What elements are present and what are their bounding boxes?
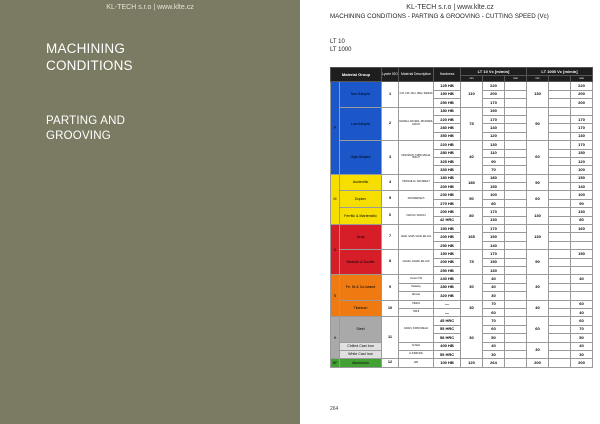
hardness-cell: 125 HB (434, 82, 461, 90)
iso-9: 9 (382, 275, 399, 300)
lt1000-max-cell: 200 (571, 99, 593, 107)
desc-11a: 100Cr6, X155CrVMo12 (399, 317, 434, 342)
group-steel: Steel (340, 317, 382, 342)
lt10-cell: 40 (483, 283, 505, 291)
group-letter-k: K (331, 225, 340, 275)
group-duplex: Duplex (340, 191, 382, 208)
lt1000-max-cell: 120 (571, 157, 593, 165)
iso-3: 3 (382, 141, 399, 175)
lt10-cell: 170 (483, 115, 505, 123)
lt1000-max-cell: 40 (571, 275, 593, 283)
lt1000-cell (549, 350, 571, 358)
lt10-max-cell (505, 90, 527, 98)
table-row (331, 225, 593, 233)
lt10-max-cell (505, 283, 527, 291)
lt10-cell: 130 (483, 216, 505, 224)
lt10-cell: 140 (483, 241, 505, 249)
lt1000-max-cell: 40 (571, 342, 593, 350)
lt1000-cell (549, 90, 571, 98)
table-row (331, 174, 593, 182)
lt1000-cell (549, 82, 571, 90)
desc-10b: Ti99.8 (399, 308, 434, 316)
lt1000-cell (549, 107, 571, 115)
lt10-cell: 170 (483, 99, 505, 107)
lt1000-cell (549, 132, 571, 140)
lt1000-cell (549, 292, 571, 300)
lt10-max-cell (505, 225, 527, 233)
group-high-alloyed: High Alloyed (340, 141, 382, 175)
lt1000-max-cell: 170 (571, 115, 593, 123)
grade-list (330, 38, 351, 54)
header-lt10: LT 10 Vc [m/min] (461, 68, 527, 76)
lt1000-max-cell: 60 (571, 300, 593, 308)
lt1000-min-cell: 30 (527, 275, 549, 300)
lt10-min-cell: 30 (461, 317, 483, 359)
lt1000-cell (549, 191, 571, 199)
header-material-group: Material Group (331, 68, 382, 82)
page-number: 264 (330, 406, 339, 412)
lt1000-max-cell: 220 (571, 82, 593, 90)
lt10-min-cell: 80 (461, 208, 483, 225)
group-white: White Cast Iron (340, 350, 382, 358)
iso-8: 8 (382, 250, 399, 275)
lt1000-max-cell (571, 283, 593, 291)
lt1000-cell (549, 157, 571, 165)
group-gray: Gray (340, 225, 382, 250)
group-chilled: Chilled Cast Iron (340, 342, 382, 350)
hardness-cell: 280 HB (434, 124, 461, 132)
lt1000-max-cell (571, 258, 593, 266)
hardness-cell: 200 HB (434, 258, 461, 266)
lt1000-max-cell: 150 (571, 149, 593, 157)
lt10-max-cell (505, 300, 527, 308)
brand-header-left: KL-TECH s.r.o | www.klte.cz (106, 4, 194, 11)
lt1000-cell (549, 266, 571, 274)
desc-5: X2CrNiMoN22-5 (399, 191, 434, 208)
lt1000-max-cell (571, 241, 593, 249)
table-row (331, 208, 593, 216)
desc-7: GG20, GG25, GG30, EN-GJL (399, 225, 434, 250)
lt1000-cell (549, 208, 571, 216)
lt10-cell: 130 (483, 141, 505, 149)
group-letter-nf: NF (331, 359, 340, 367)
lt1000-max-cell: 40 (571, 308, 593, 316)
page-title: MACHINING CONDITIONS - PARTING & GROOVING - CUTTING SPEED (Vc) (330, 13, 549, 20)
group-fe-ni-co: Fe, Ni & Co-based (340, 275, 382, 300)
lt10-max-cell (505, 149, 527, 157)
lt1000-min-cell: 60 (527, 191, 549, 208)
hardness-cell: 220 HB (434, 141, 461, 149)
lt10-min-cell: 75 (461, 250, 483, 275)
lt1000-max-cell (571, 107, 593, 115)
group-austenitic: Austenitic (340, 174, 382, 191)
lt1000-max-cell: 150 (571, 174, 593, 182)
iso-1: 1 (382, 82, 399, 107)
lt1000-min-cell: 130 (527, 225, 549, 250)
lt10-max-cell (505, 82, 527, 90)
lt10-cell: 130 (483, 266, 505, 274)
hardness-cell: 220 HB (434, 115, 461, 123)
group-non-alloyed: Non Alloyed (340, 82, 382, 107)
lt1000-cell (549, 308, 571, 316)
lt10-max-cell (505, 208, 527, 216)
lt1000-min-cell: 130 (527, 208, 549, 225)
lt1000-min-cell: 60 (527, 141, 549, 175)
hardness-cell: 42 HRC (434, 216, 461, 224)
lt1000-max-cell: 70 (571, 325, 593, 333)
hardness-cell: — (434, 308, 461, 316)
table-row (331, 250, 593, 258)
header-hardness: Hardness (434, 68, 461, 82)
lt10-min-cell: 180 (461, 174, 483, 191)
title-line-1: MACHINING (46, 41, 126, 56)
table-row (331, 141, 593, 149)
lt1000-cell (549, 99, 571, 107)
lt1000-min-cell: 30 (527, 342, 549, 359)
grade-lt10: LT 10 (330, 39, 345, 45)
desc-9c: Nimonic (399, 292, 434, 300)
lt1000-max-cell: 130 (571, 208, 593, 216)
lt10-max-cell (505, 250, 527, 258)
lt10-cell: 90 (483, 157, 505, 165)
lt10-min-cell: 165 (461, 225, 483, 250)
lt1000-cell (549, 225, 571, 233)
desc-6: X12Cr13, X20Cr13 (399, 208, 434, 225)
header-lt10-min: min (461, 76, 483, 82)
lt1000-max-cell: 90 (571, 199, 593, 207)
lt1000-max-cell: 170 (571, 124, 593, 132)
group-nodular: Nodular & Ductile (340, 250, 382, 275)
lt1000-min-cell: 60 (527, 317, 549, 342)
lt1000-cell (549, 300, 571, 308)
lt1000-max-cell: 160 (571, 225, 593, 233)
hardness-cell: 280 HB (434, 283, 461, 291)
lt10-max-cell (505, 308, 527, 316)
lt10-cell: 220 (483, 82, 505, 90)
table-header-row (331, 68, 593, 76)
lt1000-cell (549, 149, 571, 157)
lt1000-cell (549, 183, 571, 191)
table-row (331, 82, 593, 90)
section-title (46, 40, 133, 74)
lt1000-max-cell: 60 (571, 317, 593, 325)
iso-12: 12 (382, 359, 399, 367)
hardness-cell: 55 HRC (434, 350, 461, 358)
hardness-cell: 190 HB (434, 90, 461, 98)
lt10-cell: 150 (483, 183, 505, 191)
hardness-cell: 250 HB (434, 241, 461, 249)
hardness-cell: 100 HB (434, 359, 461, 367)
lt1000-max-cell (571, 266, 593, 274)
lt10-cell: 100 (483, 191, 505, 199)
lt10-cell: 80 (483, 199, 505, 207)
lt1000-min-cell: 90 (527, 107, 549, 141)
lt1000-cell (549, 283, 571, 291)
hardness-cell: 200 HB (434, 233, 461, 241)
lt1000-max-cell (571, 292, 593, 300)
lt1000-cell (549, 233, 571, 241)
hardness-cell: 350 HB (434, 132, 461, 140)
desc-1: C15, C45, 42Cr, 16Mn, 9SMn28 (399, 82, 434, 107)
lt1000-max-cell: 100 (571, 191, 593, 199)
lt10-max-cell (505, 233, 527, 241)
group-letter-m: M (331, 174, 340, 224)
lt10-min-cell: 50 (461, 191, 483, 208)
lt10-max-cell (505, 124, 527, 132)
group-letter-p: P (331, 82, 340, 174)
lt1000-max-cell: 100 (571, 166, 593, 174)
hardness-cell: 280 HB (434, 149, 461, 157)
lt1000-min-cell: 90 (527, 250, 549, 275)
lt10-cell: 140 (483, 124, 505, 132)
table-row (331, 359, 593, 367)
lt1000-cell (549, 124, 571, 132)
table-row (331, 107, 593, 115)
lt1000-min-cell: 40 (527, 300, 549, 317)
lt1000-max-cell: 140 (571, 183, 593, 191)
lt10-max-cell (505, 334, 527, 342)
iso-2: 2 (382, 107, 399, 141)
table-row (331, 275, 593, 283)
lt1000-min-cell: 200 (527, 359, 549, 367)
lt1000-cell (549, 250, 571, 258)
lt10-cell: 180 (483, 174, 505, 182)
hardness-cell: 58 HRC (434, 334, 461, 342)
lt1000-max-cell: 30 (571, 350, 593, 358)
lt10-cell: 190 (483, 107, 505, 115)
lt10-max-cell (505, 342, 527, 350)
lt10-cell: 170 (483, 208, 505, 216)
desc-8: GGG40, GGG60, EN-GJS (399, 250, 434, 275)
lt10-cell: 170 (483, 250, 505, 258)
lt10-max-cell (505, 241, 527, 249)
lt10-cell: 110 (483, 149, 505, 157)
lt10-cell: 150 (483, 258, 505, 266)
hardness-cell: 55 HRC (434, 325, 461, 333)
hardness-cell: 270 HB (434, 199, 461, 207)
group-titanium: Titanium (340, 300, 382, 317)
lt1000-max-cell (571, 233, 593, 241)
desc-10a: Ti6Al4V (399, 300, 434, 308)
table-row (331, 191, 593, 199)
lt1000-cell (549, 166, 571, 174)
lt10-cell: 60 (483, 325, 505, 333)
desc-11b: Ni-Hard (399, 342, 434, 350)
iso-4: 4 (382, 174, 399, 191)
hardness-cell: 200 HB (434, 208, 461, 216)
lt1000-cell (549, 359, 571, 367)
desc-9a: Inconel 718 (399, 275, 434, 283)
hardness-cell: 180 HB (434, 174, 461, 182)
group-aluminium: Aluminium (340, 359, 382, 367)
lt10-min-cell: 75 (461, 107, 483, 141)
lt1000-cell (549, 241, 571, 249)
lt1000-max-cell: 130 (571, 132, 593, 140)
hardness-cell: 230 HB (434, 191, 461, 199)
lt10-max-cell (505, 317, 527, 325)
header-lt1000-min: min (527, 76, 549, 82)
lt10-min-cell: 110 (461, 82, 483, 107)
lt10-max-cell (505, 191, 527, 199)
lt1000-cell (549, 342, 571, 350)
lt10-max-cell (505, 115, 527, 123)
lt10-max-cell (505, 107, 527, 115)
header-lt1000: LT 1000 Vc [m/min] (527, 68, 593, 76)
header-iso: Lycée ISO (382, 68, 399, 82)
lt10-cell: 264 (483, 359, 505, 367)
table-page (300, 0, 600, 424)
lt10-cell: 70 (483, 300, 505, 308)
iso-10: 10 (382, 300, 399, 317)
lt10-cell: 170 (483, 225, 505, 233)
lt10-max-cell (505, 258, 527, 266)
lt10-min-cell: 120 (461, 359, 483, 367)
hardness-cell: 325 HB (434, 157, 461, 165)
section-subtitle (46, 114, 125, 144)
lt10-max-cell (505, 166, 527, 174)
lt1000-cell (549, 325, 571, 333)
lt1000-cell (549, 275, 571, 283)
lt1000-cell (549, 199, 571, 207)
lt1000-max-cell: 50 (571, 334, 593, 342)
header-lt1000-max: max (571, 76, 593, 82)
lt1000-cell (549, 115, 571, 123)
lt1000-max-cell: 200 (571, 90, 593, 98)
lt10-max-cell (505, 292, 527, 300)
subtitle-line-1: PARTING AND (46, 115, 126, 127)
iso-6: 6 (382, 208, 399, 225)
hardness-cell: 320 HB (434, 292, 461, 300)
lt10-min-cell: 30 (461, 275, 483, 300)
hardness-cell: 150 HB (434, 225, 461, 233)
group-ferritic: Ferritic & Martensitic (340, 208, 382, 225)
iso-5: 5 (382, 191, 399, 208)
desc-12: AlSi (399, 359, 434, 367)
lt10-max-cell (505, 275, 527, 283)
lt1000-cell (549, 317, 571, 325)
lt10-cell: 200 (483, 90, 505, 98)
lt10-cell: 30 (483, 292, 505, 300)
lt10-max-cell (505, 183, 527, 191)
desc-3: X40CrMoV5, X155CrVMo12, X6Cr17 (399, 141, 434, 175)
lt10-cell: 150 (483, 233, 505, 241)
hardness-cell: 250 HB (434, 266, 461, 274)
lt1000-cell (549, 334, 571, 342)
header-lt10-max: max (505, 76, 527, 82)
lt10-cell: 70 (483, 317, 505, 325)
lt1000-min-cell: 90 (527, 174, 549, 191)
lt10-cell: 120 (483, 132, 505, 140)
hardness-cell: 250 HB (434, 99, 461, 107)
lt10-max-cell (505, 174, 527, 182)
title-line-2: CONDITIONS (46, 58, 133, 73)
lt10-max-cell (505, 325, 527, 333)
desc-4: X5CrNi18-10, X2CrNiMo17 (399, 174, 434, 191)
lt10-min-cell: 30 (461, 300, 483, 317)
grade-lt1000: LT 1000 (330, 47, 352, 53)
lt10-max-cell (505, 216, 527, 224)
lt10-max-cell (505, 141, 527, 149)
lt10-cell: 40 (483, 342, 505, 350)
iso-11: 11 (382, 317, 399, 359)
hardness-cell: 330 HB (434, 166, 461, 174)
lt10-cell: 30 (483, 350, 505, 358)
hardness-cell: 180 HB (434, 107, 461, 115)
lt10-max-cell (505, 350, 527, 358)
lt10-max-cell (505, 157, 527, 165)
lt10-max-cell (505, 266, 527, 274)
table-row (331, 317, 593, 325)
subtitle-line-2: GROOVING (46, 130, 111, 142)
desc-2: 34CrMo4, 42CrMo4, 30CrNiMo8, 100Cr6 (399, 107, 434, 141)
group-low-alloyed: Low Alloyed (340, 107, 382, 141)
lt1000-cell (549, 141, 571, 149)
hardness-cell: 240 HB (434, 275, 461, 283)
lt1000-max-cell: 200 (571, 359, 593, 367)
group-letter-h: H (331, 317, 340, 359)
lt10-max-cell (505, 359, 527, 367)
lt10-min-cell: 40 (461, 141, 483, 175)
desc-11c: G-X300CrMo (399, 350, 434, 358)
lt10-cell: 40 (483, 275, 505, 283)
hardness-cell: 400 HB (434, 342, 461, 350)
lt1000-cell (549, 216, 571, 224)
lt1000-cell (549, 258, 571, 266)
lt1000-max-cell: 80 (571, 216, 593, 224)
lt1000-cell (549, 174, 571, 182)
lt1000-max-cell: 150 (571, 250, 593, 258)
hardness-cell: 150 HB (434, 250, 461, 258)
brand-header-right: KL-TECH s.r.o | www.klte.cz (406, 4, 494, 11)
group-letter-s: S (331, 275, 340, 317)
table-row (331, 300, 593, 308)
lt1000-max-cell: 170 (571, 141, 593, 149)
desc-9b: Hastelloy (399, 283, 434, 291)
lt10-max-cell (505, 99, 527, 107)
lt10-cell: 50 (483, 334, 505, 342)
lt10-cell: 70 (483, 166, 505, 174)
lt10-cell: 60 (483, 308, 505, 316)
hardness-cell: 200 HB (434, 183, 461, 191)
cutting-speed-table (330, 67, 593, 368)
hardness-cell: — (434, 300, 461, 308)
lt1000-min-cell: 130 (527, 82, 549, 107)
iso-7: 7 (382, 225, 399, 250)
hardness-cell: 45 HRC (434, 317, 461, 325)
lt10-max-cell (505, 199, 527, 207)
header-description: Material Description (399, 68, 434, 82)
lt10-max-cell (505, 132, 527, 140)
